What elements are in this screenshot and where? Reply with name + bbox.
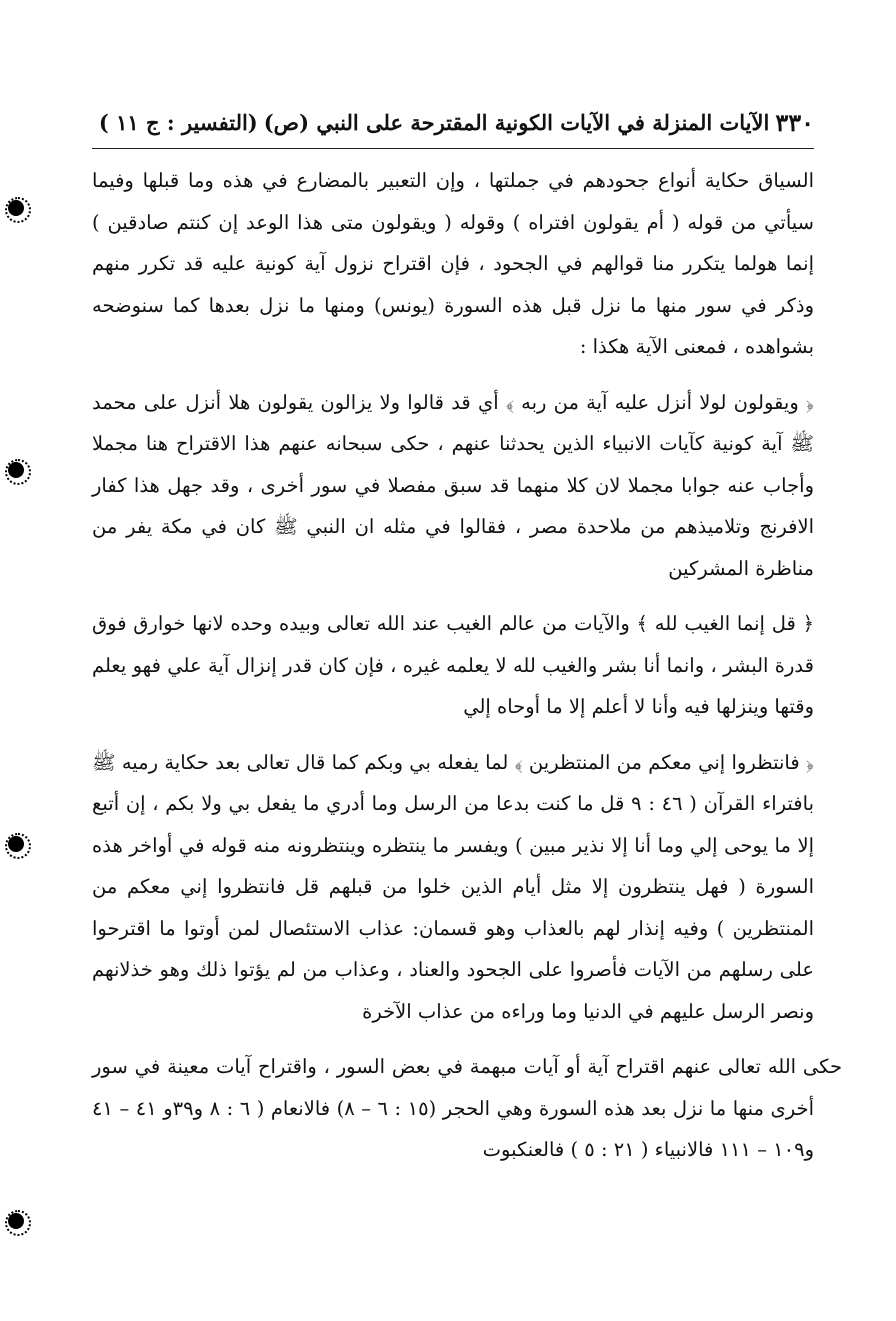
running-header (92, 98, 814, 146)
paragraph-4: ﴿ فانتظروا إني معكم من المنتظرين ﴾ لما يفعله بي وبكم كما قال تعالى بعد حكاية رميه ﷺ بافتراء القرآن ( ٤٦ : ٩ قل ما كنت بدعا من الرسل وما أدري ما يفعل بي ولا بكم ، إن أتبع إلا ما يوحى إلي وما أنا إلا نذير مبين ) ويفسر ما ينتظره وينتظرونه منه قوله في أواخر هذه السورة ( فهل ينتظرون إلا مثل أيام الذين خلوا من قبلهم قل فانتظروا إني معكم من المنتظرين ) وفيه إنذار لهم بالعذاب وهو قسمان: عذاب الاستئصال لمن أوتوا ما اقترحوا على رسلهم من الآيات فأصروا على الجحود والعناد ، وعذاب من لم يؤتوا ذلك وهو خذلانهم ونصر الرسل عليهم في الدنيا وما وراءه من عذاب الآخرة (92, 750, 814, 1023)
margin-punch-hole-4 (8, 1213, 24, 1229)
paragraph-1: السياق حكاية أنواع جحودهم في جملتها ، وإن التعبير بالمضارع في هذه وما قبلها وفيما سيأتي من قوله ( أم يقولون افتراه ) وقوله ( ويقولون متى هذا الوعد إن كنتم صادقين ) إنما هولما يتكرر منا قوالهم في الجحود ، فإن اقتراح نزول آية كونية عليه قد تكرر منهم وذكر في سور منها ما نزل قبل هذه السورة (يونس) ومنها ما نزل بعدها كما سنوضحه بشواهده ، فمعنى الآية هكذا : (92, 169, 814, 358)
paragraph-5: حكى الله تعالى عنهم اقتراح آية أو آيات مبهمة في بعض السور ، واقتراح آيات معينة في سور أخرى منها ما نزل بعد هذه السورة وهي الحجر (١٥ : ٦ – ٨) فالانعام ( ٦ : ٨ و٣٩و ٤١ – ٤١ و١٠٩ – ١١١ فالانبياء ( ٢١ : ٥ ) فالعنكبوت (92, 1055, 842, 1161)
paragraph-3: ﴿ قل إنما الغيب لله ﴾ والآيات من عالم الغيب عند الله تعالى وبيده وحده لانها خوارق فوق قدرة البشر ، وانما أنا بشر والغيب لله لا يعلمه غيره ، فإن كان قدر إنزال آية علي فهو يعلم وقتها وينزلها فيه وأنا لا أعلم إلا ما أوحاه إلي (92, 612, 814, 718)
margin-punch-hole-1 (8, 200, 24, 216)
margin-punch-hole-2 (8, 462, 24, 478)
header-rule (92, 148, 814, 149)
page-number: ٣٣٠ (775, 107, 814, 137)
body-text (92, 160, 842, 1171)
book-reference: (التفسير : ج ١١ ) (98, 109, 258, 135)
margin-punch-hole-3 (8, 836, 24, 852)
running-title: الآيات المنزلة في الآيات الكونية المقترحة على النبي (ص) (263, 109, 770, 135)
paragraph-2: ﴿ ويقولون لولا أنزل عليه آية من ربه ﴾ أي قد قالوا ولا يزالون يقولون هلا أنزل على محمد ﷺ آية كونية كآيات الانبياء الذين يحدثنا عنهم ، حكى سبحانه عنهم هذا الاقتراح هنا مجملا وأجاب عنه جوابا مجملا لان كلا منهما قد سبق مفصلا في سور أخرى ، وقد جهل هذا كفار الافرنج وتلاميذهم من ملاحدة مصر ، فقالوا في مثله ان النبي ﷺ كان في مكة يفر من مناظرة المشركين (92, 390, 814, 580)
